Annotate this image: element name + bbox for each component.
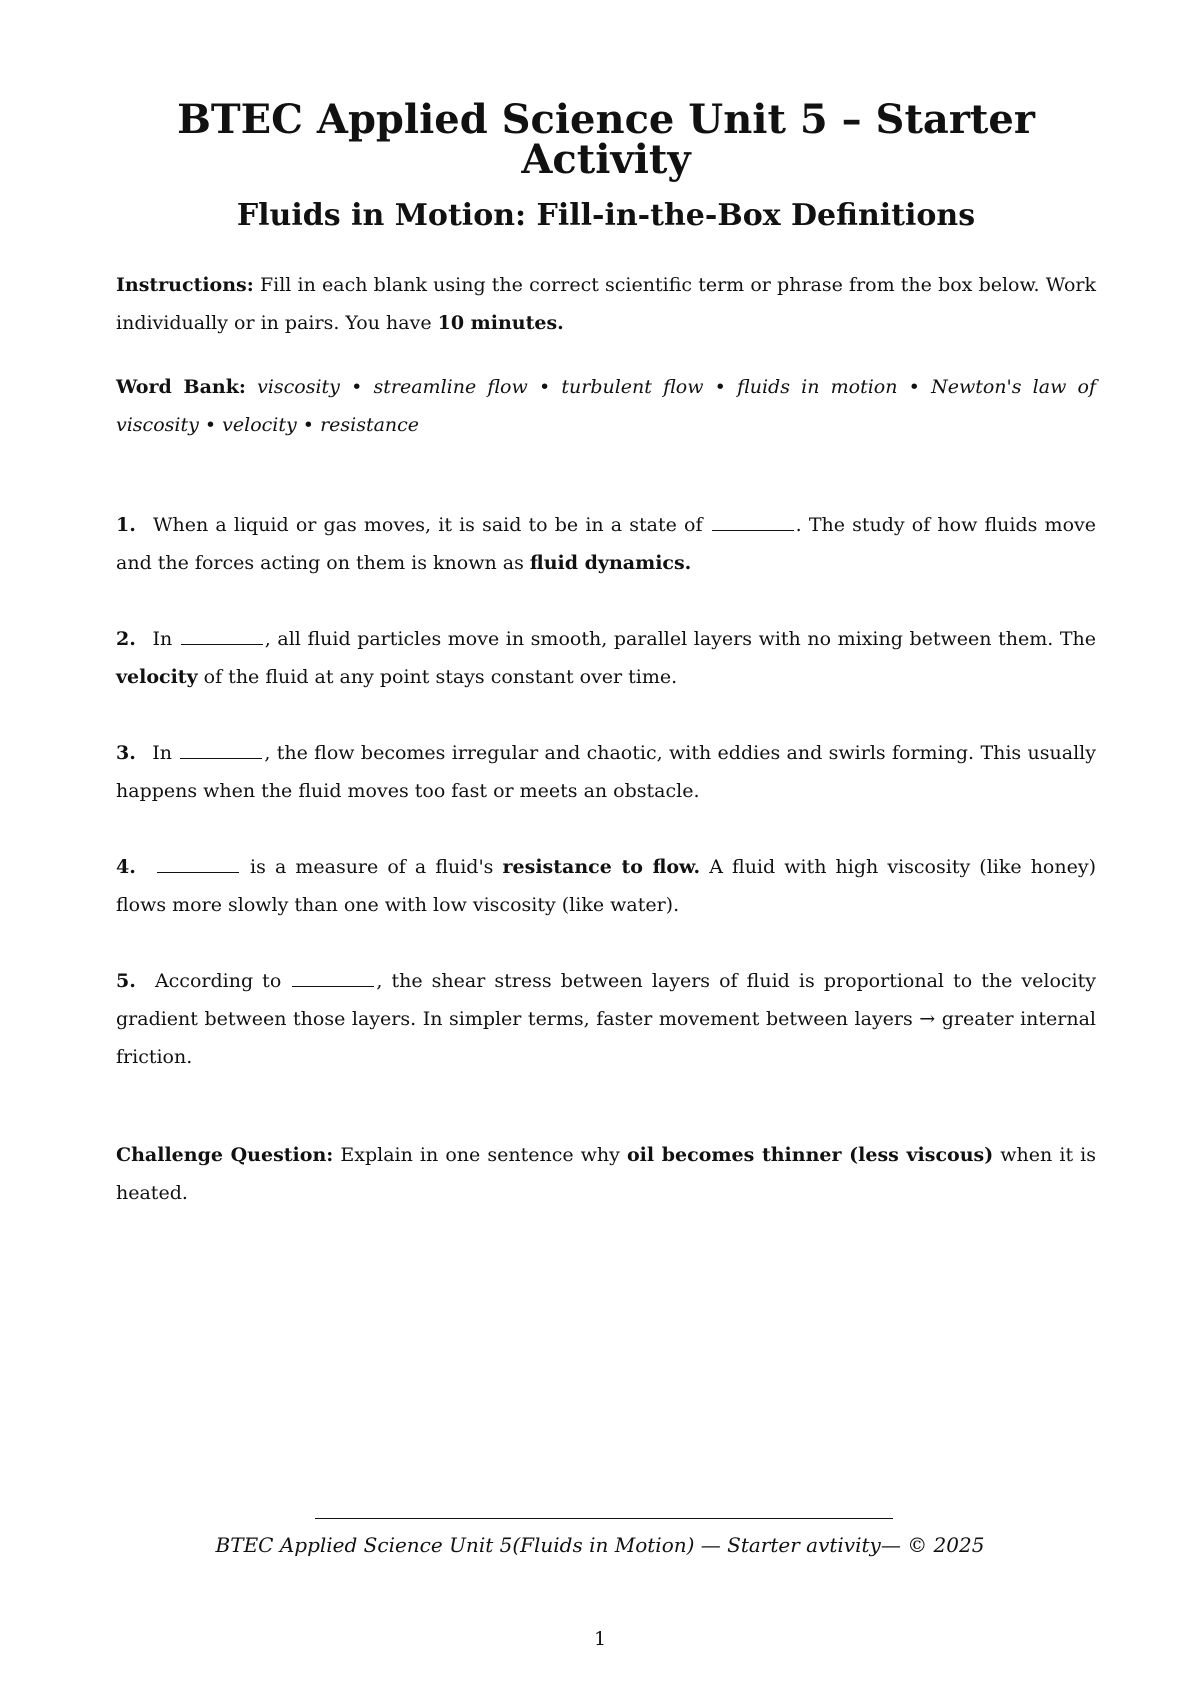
- question-text: of the fluid at any point stays constant over time.: [203, 666, 678, 688]
- bullet-separator: •: [351, 376, 363, 398]
- word-bank-item: streamline flow: [373, 376, 528, 398]
- question-text: According to: [154, 970, 282, 992]
- instructions-label: Instructions:: [116, 274, 254, 296]
- word-bank-item: Newton's law of viscosity: [116, 376, 1096, 436]
- instructions-text: Fill in each blank using the correct scientific term or phrase from the box below. Work individually or in pairs. You have: [116, 274, 1096, 334]
- bullet-separator: •: [714, 376, 726, 398]
- question-emphasis: resistance to flow.: [502, 856, 701, 878]
- bullet-separator: •: [908, 376, 920, 398]
- word-bank: [116, 368, 1096, 444]
- question-number: 3.: [116, 742, 136, 764]
- instructions-time: 10 minutes.: [437, 312, 564, 334]
- answer-blank[interactable]: [181, 630, 263, 645]
- question-number: 5.: [116, 970, 136, 992]
- challenge-emphasis: oil becomes thinner (less viscous): [627, 1144, 994, 1166]
- answer-blank[interactable]: [180, 744, 262, 759]
- challenge-label: Challenge Question:: [116, 1144, 334, 1166]
- question-2: [116, 620, 1096, 696]
- question-1: [116, 506, 1096, 582]
- question-4: [116, 848, 1096, 924]
- footer-text: BTEC Applied Science Unit 5(Fluids in Motion) — Starter avtivity— © 2025: [215, 1533, 985, 1557]
- question-emphasis: velocity: [116, 666, 198, 688]
- page-subtitle: Fluids in Motion: Fill-in-the-Box Definitions: [236, 198, 976, 233]
- word-bank-item: resistance: [320, 414, 420, 436]
- challenge-question: [116, 1136, 1096, 1212]
- word-bank-item: velocity: [222, 414, 297, 436]
- question-text: A fluid with high viscosity (like honey) flows more slowly than one with low viscosity (like water).: [116, 856, 1096, 916]
- instructions: [116, 266, 1096, 342]
- challenge-text: when it is heated.: [116, 1144, 1096, 1204]
- question-number: 4.: [116, 856, 136, 878]
- question-5: [116, 962, 1096, 1076]
- question-text: is a measure of a fluid's: [250, 856, 494, 878]
- question-text: , all fluid particles move in smooth, parallel layers with no mixing between them. The: [264, 628, 1096, 650]
- word-bank-label: Word Bank:: [116, 376, 246, 398]
- bullet-separator: •: [538, 376, 551, 398]
- question-text: , the shear stress between layers of fluid is proportional to the velocity gradient between those layers. In simpler terms, faster movement between layers → greater internal friction.: [116, 970, 1097, 1068]
- worksheet-page: [116, 96, 1097, 1212]
- bullet-separator: •: [204, 414, 217, 436]
- answer-blank[interactable]: [292, 972, 374, 987]
- question-text: , the flow becomes irregular and chaotic, with eddies and swirls forming. This usually happens when the fluid moves too fast or meets an obstacle.: [116, 742, 1096, 802]
- word-bank-item: viscosity: [257, 376, 340, 398]
- bullet-separator: •: [302, 414, 315, 436]
- question-text: In: [152, 742, 172, 764]
- answer-blank[interactable]: [712, 516, 794, 531]
- page-title: BTEC Applied Science Unit 5 – Starter Activity: [177, 96, 1035, 183]
- page-number: 1: [593, 1628, 607, 1650]
- answer-blank[interactable]: [157, 858, 239, 873]
- question-emphasis: fluid dynamics.: [529, 552, 692, 574]
- question-text: When a liquid or gas moves, it is said to be in a state of: [153, 514, 703, 536]
- question-3: [116, 734, 1096, 810]
- word-bank-item: fluids in motion: [737, 376, 898, 398]
- question-number: 2.: [116, 628, 136, 650]
- question-text: . The study of how fluids move and the forces acting on them is known as: [116, 514, 1096, 574]
- footer-divider: [315, 1518, 893, 1519]
- question-number: 1.: [116, 514, 136, 536]
- challenge-text: Explain in one sentence why: [340, 1144, 620, 1166]
- question-text: In: [152, 628, 173, 650]
- word-bank-item: turbulent flow: [561, 376, 704, 398]
